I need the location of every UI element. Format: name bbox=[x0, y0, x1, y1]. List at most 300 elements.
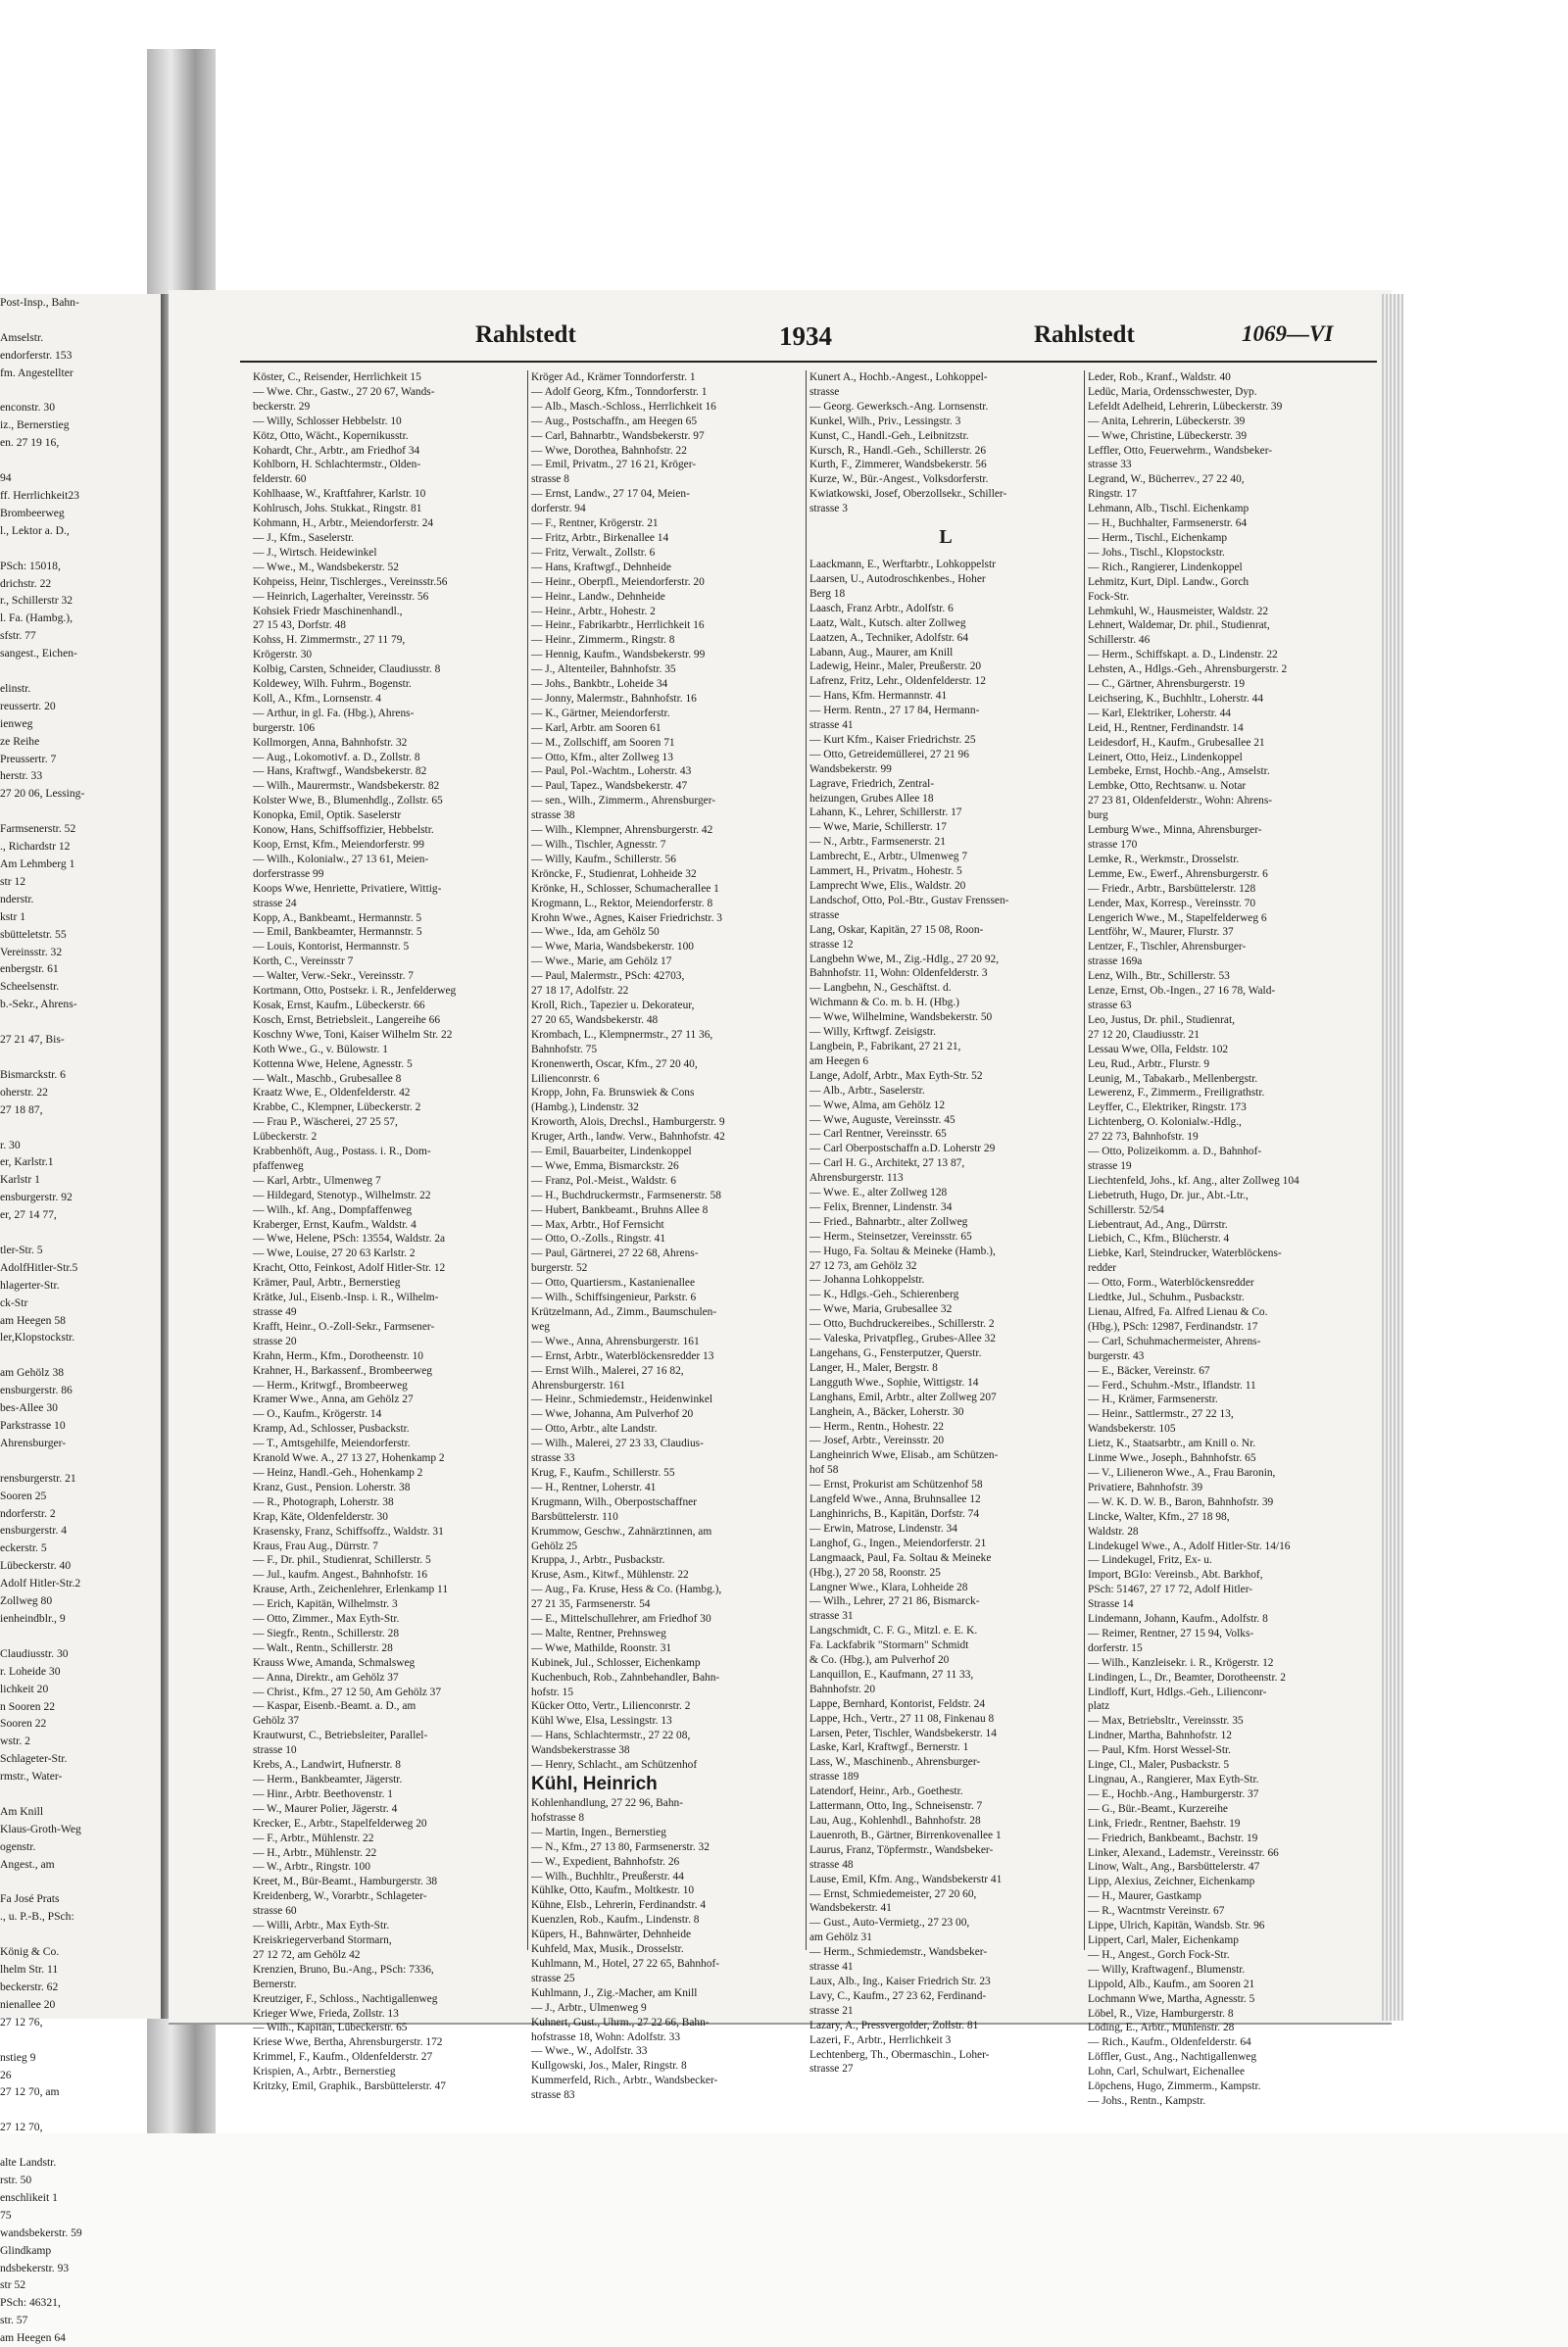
directory-entry: — Frau P., Wäscherei, 27 25 57, bbox=[253, 1116, 398, 1129]
directory-entry: — Heinr., Sattlermstr., 27 22 13, bbox=[1088, 1408, 1234, 1421]
directory-entry: — Paul, Tapez., Wandsbekerstr. 47 bbox=[531, 780, 688, 793]
directory-entry: — Heinr., Oberpfl., Meiendorferstr. 20 bbox=[531, 575, 705, 588]
directory-entry: Krebs, A., Landwirt, Hufnerstr. 8 bbox=[253, 1759, 401, 1772]
left-page-line: endorferstr. 153 bbox=[0, 348, 73, 362]
directory-entry: Kursch, R., Handl.-Geh., Schillerstr. 26 bbox=[809, 444, 987, 457]
directory-entry: Ahrensburgerstr. 161 bbox=[531, 1379, 625, 1392]
directory-entry: Laasch, Franz Arbtr., Adolfstr. 6 bbox=[809, 602, 954, 614]
directory-entry: Krahner, H., Barkassenf., Brombeerweg bbox=[253, 1364, 432, 1377]
directory-entry: Latendorf, Heinr., Arb., Goethestr. bbox=[809, 1785, 963, 1798]
directory-entry: Krögerstr. 30 bbox=[253, 649, 313, 661]
left-page-line: 27 18 87, bbox=[0, 1102, 43, 1116]
directory-entry: — Hans, Kfm. Hermannstr. 41 bbox=[809, 690, 948, 703]
left-page-line: str. 57 bbox=[0, 2314, 28, 2327]
left-page-line: Karlstr 1 bbox=[0, 1173, 40, 1187]
left-page-line bbox=[0, 803, 161, 820]
directory-entry: Liebke, Karl, Steindrucker, Waterblöckens- bbox=[1088, 1247, 1282, 1260]
left-page-line: 75 bbox=[0, 2208, 12, 2222]
directory-entry: Kwiatkowski, Josef, Oberzollsekr., Schiller- bbox=[809, 488, 1007, 501]
directory-entry: Kohlhaase, W., Kraftfahrer, Karlstr. 10 bbox=[253, 488, 426, 501]
left-page-line: er, 27 14 77, bbox=[0, 1208, 57, 1222]
directory-entry: Kühl Wwe, Elsa, Lessingstr. 13 bbox=[531, 1715, 672, 1728]
directory-entry: Krecker, E., Arbtr., Stapelfelderweg 20 bbox=[253, 1817, 427, 1830]
directory-entry: — K., Hdlgs.-Geh., Schierenberg bbox=[809, 1289, 959, 1301]
directory-entry: — Herm., Steinsetzer, Vereinsstr. 65 bbox=[809, 1230, 972, 1243]
directory-entry: Koldewey, Wilh. Fuhrm., Bogenstr. bbox=[253, 678, 412, 691]
directory-entry: — Karl, Arbtr. am Sooren 61 bbox=[531, 721, 662, 734]
directory-entry: Kropp, John, Fa. Brunswiek & Cons bbox=[531, 1087, 695, 1100]
directory-entry: beckerstr. 29 bbox=[253, 400, 311, 413]
directory-entry: Kunkel, Wilh., Priv., Lessingstr. 3 bbox=[809, 415, 961, 427]
directory-entry: (Hbg.), 27 20 58, Roonstr. 25 bbox=[809, 1566, 941, 1579]
directory-entry: Kriese Wwe, Bertha, Ahrensburgerstr. 172 bbox=[253, 2036, 443, 2049]
directory-entry: — Anna, Direktr., am Gehölz 37 bbox=[253, 1671, 399, 1684]
directory-entry: Langguth Wwe., Sophie, Wittigstr. 14 bbox=[809, 1376, 979, 1389]
left-page-line: ndsbekerstr. 93 bbox=[0, 2261, 70, 2274]
left-page-line: bes-Allee 30 bbox=[0, 1401, 58, 1415]
directory-entry: — Heinr., Fabrikarbtr., Herrlichkeit 16 bbox=[531, 619, 705, 632]
left-page-line: am Heegen 58 bbox=[0, 1313, 66, 1327]
directory-entry: Langmaack, Paul, Fa. Soltau & Meineke bbox=[809, 1551, 992, 1564]
directory-entry: — Otto, O.-Zolls., Ringstr. 41 bbox=[531, 1233, 666, 1246]
directory-entry: Lienau, Alfred, Fa. Alfred Lienau & Co. bbox=[1088, 1306, 1268, 1318]
directory-entry: Kolster Wwe, B., Blumenhdlg., Zollstr. 65 bbox=[253, 795, 443, 807]
directory-entry: — G., Bür.-Beamt., Kurzereihe bbox=[1088, 1802, 1228, 1815]
directory-entry: — W., Arbtr., Ringstr. 100 bbox=[253, 1861, 370, 1874]
directory-entry: Kraatz Wwe, E., Oldenfelderstr. 42 bbox=[253, 1087, 411, 1100]
left-page-line: Farmsenerstr. 52 bbox=[0, 822, 76, 836]
directory-entry: — Wilh., Maurermstr., Wandsbekerstr. 82 bbox=[253, 780, 440, 793]
left-page-line: 27 12 70, bbox=[0, 2121, 43, 2134]
directory-entry: Ladewig, Heinr., Maler, Preußerstr. 20 bbox=[809, 660, 982, 673]
directory-entry: Linow, Walt., Ang., Barsbüttelerstr. 47 bbox=[1088, 1861, 1260, 1874]
directory-entry: Kühlke, Otto, Kaufm., Moltkestr. 10 bbox=[531, 1884, 695, 1897]
directory-entry: — Rich., Rangierer, Lindenkoppel bbox=[1088, 561, 1243, 573]
directory-entry: — Wilh., Kanzleisekr. i. R., Krögerstr. 12 bbox=[1088, 1656, 1274, 1669]
directory-entry: Laackmann, E., Werftarbtr., Lohkoppelstr bbox=[809, 559, 996, 571]
directory-entry: Kottenna Wwe, Helene, Agnesstr. 5 bbox=[253, 1057, 413, 1070]
directory-entry: Privatiere, Bahnhofstr. 39 bbox=[1088, 1481, 1203, 1493]
directory-entry: Wandsbekerstrasse 38 bbox=[531, 1744, 630, 1757]
directory-entry: Kranold Wwe. A., 27 13 27, Hohenkamp 2 bbox=[253, 1452, 445, 1465]
directory-entry: — Johs., Tischl., Klopstockstr. bbox=[1088, 546, 1225, 559]
directory-entry: Küpers, H., Bahnwärter, Dehnheide bbox=[531, 1929, 692, 1941]
directory-entry: — Wwe. E., alter Zollweg 128 bbox=[809, 1187, 948, 1199]
directory-entry: Kramp, Ad., Schlosser, Pusbackstr. bbox=[253, 1423, 410, 1436]
directory-entry: Koth Wwe., G., v. Bülowstr. 1 bbox=[253, 1043, 388, 1055]
left-page-line: wstr. 2 bbox=[0, 1735, 30, 1748]
directory-entry: Kruse, Asm., Kitwf., Mühlenstr. 22 bbox=[531, 1569, 689, 1582]
directory-entry: — Wwe., M., Wandsbekerstr. 52 bbox=[253, 561, 399, 573]
directory-entry: Wichmann & Co. m. b. H. (Hbg.) bbox=[809, 997, 959, 1009]
directory-entry: — Henry, Schlacht., am Schützenhof bbox=[531, 1759, 698, 1772]
directory-entry: — Wwe, Louise, 27 20 63 Karlstr. 2 bbox=[253, 1247, 416, 1260]
left-page-line: r. 30 bbox=[0, 1138, 21, 1151]
directory-entry: Leichsering, K., Buchhltr., Loherstr. 44 bbox=[1088, 692, 1264, 705]
directory-entry: — Lindekugel, Fritz, Ex- u. bbox=[1088, 1554, 1212, 1567]
directory-entry: felderstr. 60 bbox=[253, 473, 307, 486]
directory-entry: — H., Buchhalter, Farmsenerstr. 64 bbox=[1088, 517, 1248, 530]
directory-entry: Kroll, Rich., Tapezier u. Dekorateur, bbox=[531, 999, 695, 1011]
left-page-line: ienweg bbox=[0, 716, 33, 730]
directory-entry: hofstr. 15 bbox=[531, 1686, 574, 1698]
left-page-line: ., u. P.-B., PSch: bbox=[0, 1910, 74, 1924]
directory-entry: Leu, Rud., Arbtr., Flurstr. 9 bbox=[1088, 1057, 1210, 1070]
directory-entry: — Franz, Pol.-Meist., Waldstr. 6 bbox=[531, 1174, 676, 1187]
directory-entry: Langfeld Wwe., Anna, Bruhnsallee 12 bbox=[809, 1493, 981, 1506]
left-page-line: iz., Bernerstieg bbox=[0, 418, 70, 432]
left-page-line: n Sooren 22 bbox=[0, 1699, 56, 1713]
left-page-line: 94 bbox=[0, 471, 12, 485]
left-page-line: Schlageter-Str. bbox=[0, 1752, 68, 1766]
directory-entry: Lanquillon, E., Kaufmann, 27 11 33, bbox=[809, 1668, 974, 1681]
directory-entry: — Louis, Kontorist, Hermannstr. 5 bbox=[253, 941, 410, 953]
directory-entry: strasse 63 bbox=[1088, 999, 1132, 1011]
directory-entry: Krönke, H., Schlosser, Schumacherallee 1 bbox=[531, 882, 719, 895]
directory-entry: — Hildegard, Stenotyp., Wilhelmstr. 22 bbox=[253, 1189, 431, 1201]
directory-entry: — Hugo, Fa. Soltau & Meineke (Hamb.), bbox=[809, 1245, 996, 1257]
directory-entry: — Max, Betriebsltr., Vereinsstr. 35 bbox=[1088, 1715, 1244, 1728]
directory-entry: — Willy, Kaufm., Schillerstr. 56 bbox=[531, 853, 676, 865]
directory-entry: Koop, Ernst, Kfm., Meiendorferstr. 99 bbox=[253, 839, 424, 851]
left-page-line: Preussertr. 7 bbox=[0, 752, 57, 765]
directory-entry: Leidesdorf, H., Kaufm., Grubesallee 21 bbox=[1088, 736, 1265, 749]
directory-entry: — Otto, Getreidemüllerei, 27 21 96 bbox=[809, 748, 969, 760]
directory-entry: — Walter, Verw.-Sekr., Vereinsstr. 7 bbox=[253, 970, 414, 983]
directory-entry: Lappe, Hch., Vertr., 27 11 08, Finkenau 8 bbox=[809, 1712, 995, 1725]
left-page-line bbox=[0, 382, 161, 400]
left-page-line: ., Richardstr 12 bbox=[0, 840, 71, 854]
left-page-line: Sooren 22 bbox=[0, 1717, 47, 1731]
directory-entry: Wandsbekerstr. 99 bbox=[809, 762, 892, 775]
directory-entry: strasse 27 bbox=[809, 2063, 854, 2076]
directory-entry: strasse 169a bbox=[1088, 955, 1143, 968]
directory-entry: — J., Wirtsch. Heidewinkel bbox=[253, 546, 377, 559]
directory-entry: strasse 41 bbox=[809, 719, 854, 732]
left-page-line bbox=[0, 1049, 161, 1066]
directory-entry: Lietz, K., Staatsarbtr., am Knill o. Nr. bbox=[1088, 1438, 1256, 1450]
directory-entry: Langheinrich Wwe, Elisab., am Schützen- bbox=[809, 1449, 999, 1462]
left-page-line: ler,Klopstockstr. bbox=[0, 1331, 75, 1345]
left-page-line: Am Knill bbox=[0, 1804, 44, 1818]
directory-entry: Kummerfeld, Rich., Arbtr., Wandsbecker- bbox=[531, 2075, 718, 2087]
directory-entry: strasse 49 bbox=[253, 1306, 297, 1318]
left-page-line: Claudiusstr. 30 bbox=[0, 1646, 69, 1660]
directory-entry: Kullgowski, Jos., Maler, Ringstr. 8 bbox=[531, 2060, 687, 2073]
directory-entry: — Herm. Rentn., 27 17 84, Hermann- bbox=[809, 705, 980, 717]
directory-entry: Löbel, R., Vize, Hamburgerstr. 8 bbox=[1088, 2007, 1234, 2020]
directory-entry: — sen., Wilh., Zimmerm., Ahrensburger- bbox=[531, 795, 716, 807]
directory-entry: — Wilh., Tischler, Agnesstr. 7 bbox=[531, 839, 666, 851]
directory-entry: weg bbox=[531, 1320, 550, 1333]
directory-entry: Koops Wwe, Henriette, Privatiere, Wittig- bbox=[253, 882, 442, 895]
directory-entry: Kronenwerth, Oscar, Kfm., 27 20 40, bbox=[531, 1057, 698, 1070]
directory-entry: — Herm., Schmiedemstr., Wandsbeker- bbox=[809, 1946, 988, 1959]
left-page-line: Parkstrasse 10 bbox=[0, 1419, 66, 1432]
directory-entry: strasse 38 bbox=[531, 809, 575, 822]
directory-entry: Lenz, Wilh., Btr., Schillerstr. 53 bbox=[1088, 970, 1230, 983]
directory-column-1 bbox=[253, 370, 525, 2093]
directory-entry: Kraus, Frau Aug., Dürrstr. 7 bbox=[253, 1540, 378, 1552]
directory-entry: 27 12 72, am Gehölz 42 bbox=[253, 1948, 361, 1961]
directory-entry: Lincke, Walter, Kfm., 27 18 98, bbox=[1088, 1510, 1230, 1523]
directory-entry: — J., Kfm., Saselerstr. bbox=[253, 531, 355, 544]
directory-entry: — H., Angest., Gorch Fock-Str. bbox=[1088, 1948, 1230, 1961]
directory-entry: — Valeska, Privatpfleg., Grubes-Allee 32 bbox=[809, 1333, 996, 1345]
directory-entry: — Ernst Wilh., Malerei, 27 16 82, bbox=[531, 1364, 684, 1377]
directory-entry: hofstrasse 18, Wohn: Adolfstr. 33 bbox=[531, 2030, 681, 2043]
directory-entry: Strasse 14 bbox=[1088, 1598, 1134, 1611]
directory-entry: — Walt., Rentn., Schillerstr. 28 bbox=[253, 1641, 393, 1654]
directory-entry: — Johanna Lohkoppelstr. bbox=[809, 1274, 925, 1287]
left-page-line: Post-Insp., Bahn- bbox=[0, 296, 79, 309]
directory-entry: Krimmel, F., Kaufm., Oldenfelderstr. 27 bbox=[253, 2051, 433, 2064]
left-page-line: tler-Str. 5 bbox=[0, 1243, 43, 1256]
directory-entry: — Emil, Bankbeamter, Hermannstr. 5 bbox=[253, 926, 422, 939]
directory-entry: Kunert A., Hochb.-Angest., Lohkoppel- bbox=[809, 371, 988, 383]
left-page-line: ze Reihe bbox=[0, 734, 40, 748]
directory-entry: — Hubert, Bankbeamt., Bruhns Allee 8 bbox=[531, 1203, 709, 1216]
directory-entry: Löffler, Gust., Ang., Nachtigallenweg bbox=[1088, 2051, 1257, 2064]
directory-entry: — J., Arbtr., Ulmenweg 9 bbox=[531, 2001, 647, 2014]
header-rule bbox=[240, 361, 1377, 363]
directory-entry: — Herm., Bankbeamter, Jägerstr. bbox=[253, 1774, 403, 1785]
directory-entry: 27 20 65, Wandsbekerstr. 48 bbox=[531, 1013, 659, 1026]
directory-entry: Lau, Aug., Kohlenhdl., Bahnhofstr. 28 bbox=[809, 1815, 981, 1827]
directory-entry: Krause, Arth., Zeichenlehrer, Erlenkamp 11 bbox=[253, 1584, 449, 1596]
directory-entry: Lübeckerstr. 2 bbox=[253, 1131, 318, 1144]
directory-entry: Leid, H., Rentner, Ferdinandstr. 14 bbox=[1088, 721, 1244, 734]
directory-entry: Kolbig, Carsten, Schneider, Claudiusstr. 8 bbox=[253, 663, 441, 676]
directory-entry: Liebentraut, Ad., Ang., Dürrstr. bbox=[1088, 1218, 1228, 1231]
directory-entry: Lammert, H., Privatm., Hohestr. 5 bbox=[809, 865, 962, 878]
directory-entry: Kohlenhandlung, 27 22 96, Bahn- bbox=[531, 1797, 684, 1809]
directory-entry: Lamprecht Wwe, Elis., Waldstr. 20 bbox=[809, 880, 966, 892]
left-page-line: 27 20 06, Lessing- bbox=[0, 787, 85, 801]
directory-entry: Lause, Emil, Kfm. Ang., Wandsbekerstr 41 bbox=[809, 1873, 1003, 1885]
left-page-line: drichstr. 22 bbox=[0, 576, 52, 590]
directory-entry: Kröger Ad., Krämer Tonndorferstr. 1 bbox=[531, 371, 696, 383]
directory-entry: Kreiskriegerverband Stormarn, bbox=[253, 1933, 392, 1946]
directory-entry: Kunst, C., Handl.-Geh., Leibnitzstr. bbox=[809, 429, 969, 442]
directory-entry: — Wwe, Johanna, Am Pulverhof 20 bbox=[531, 1408, 694, 1421]
directory-entry: — Paul, Kfm. Horst Wessel-Str. bbox=[1088, 1744, 1231, 1757]
left-page-line: str 52 bbox=[0, 2278, 26, 2292]
directory-entry: — J., Altenteiler, Bahnhofstr. 35 bbox=[531, 663, 676, 676]
left-page-line: Scheelsenstr. bbox=[0, 980, 60, 994]
directory-entry: — T., Amtsgehilfe, Meiendorferstr. bbox=[253, 1438, 411, 1450]
directory-entry: pfaffenweg bbox=[253, 1159, 304, 1172]
directory-entry: Kurth, F., Zimmerer, Wandsbekerstr. 56 bbox=[809, 459, 987, 471]
directory-entry: Krauss Wwe, Amanda, Schmalsweg bbox=[253, 1656, 416, 1669]
directory-entry: — Aug., Postschaffn., am Heegen 65 bbox=[531, 415, 698, 427]
directory-entry: Lazary, A., Pressvergolder, Zollstr. 81 bbox=[809, 2019, 979, 2031]
directory-entry: — Walt., Maschb., Grubesallee 8 bbox=[253, 1072, 402, 1085]
directory-entry: Leo, Justus, Dr. phil., Studienrat, bbox=[1088, 1013, 1235, 1026]
directory-entry: — Wilh., Malerei, 27 23 33, Claudius- bbox=[531, 1438, 704, 1450]
directory-entry: Lembeke, Ernst, Hochb.-Ang., Amselstr. bbox=[1088, 765, 1270, 778]
directory-entry: — Fried., Bahnarbtr., alter Zollweg bbox=[809, 1215, 968, 1228]
directory-entry: — Wilh., Schiffsingenieur, Parkstr. 6 bbox=[531, 1292, 697, 1304]
left-page-line: König & Co. bbox=[0, 1945, 60, 1959]
left-page-line: ogenstr. bbox=[0, 1839, 36, 1853]
directory-entry: — Wwe, Auguste, Vereinsstr. 45 bbox=[809, 1113, 956, 1126]
directory-entry: — Alb., Arbtr., Saselerstr. bbox=[809, 1084, 925, 1097]
left-page-line: 26 bbox=[0, 2068, 12, 2081]
left-page-line bbox=[0, 662, 161, 680]
directory-entry: Kuchenbuch, Rob., Zahnbehandler, Bahn- bbox=[531, 1671, 720, 1684]
directory-entry: Waldstr. 28 bbox=[1088, 1525, 1139, 1538]
left-page-line: ndorferstr. 2 bbox=[0, 1506, 56, 1520]
directory-entry: & Co. (Hbg.), am Pulverhof 20 bbox=[809, 1654, 950, 1667]
directory-entry: Lagrave, Friedrich, Zentral- bbox=[809, 777, 935, 790]
directory-entry: Lehmann, Alb., Tischl. Eichenkamp bbox=[1088, 503, 1250, 515]
directory-entry: — Aug., Lokomotivf. a. D., Zollstr. 8 bbox=[253, 751, 420, 763]
directory-entry: — Ernst, Schmiedemeister, 27 20 60, bbox=[809, 1887, 977, 1900]
column-divider bbox=[806, 370, 807, 1950]
directory-entry: Krummow, Geschw., Zahnärztinnen, am bbox=[531, 1525, 712, 1538]
left-page-line: enschlikeit 1 bbox=[0, 2190, 58, 2204]
left-page-line: l. Fa. (Hambg.), bbox=[0, 611, 74, 625]
left-page-line: Am Lehmberg 1 bbox=[0, 857, 75, 870]
left-page-line: lhelm Str. 11 bbox=[0, 1963, 59, 1977]
directory-entry: — Kaspar, Eisenb.-Beamt. a. D., am bbox=[253, 1700, 416, 1713]
left-page-line bbox=[0, 312, 161, 329]
directory-entry: Langner Wwe., Klara, Lohheide 28 bbox=[809, 1581, 968, 1593]
left-page-line: Amselstr. bbox=[0, 330, 44, 344]
directory-entry: Leffler, Otto, Feuerwehrm., Wandsbeker- bbox=[1088, 444, 1273, 457]
directory-advert-entry: Kühl, Heinrich bbox=[531, 1774, 658, 1794]
directory-entry: — Carl, Bahnarbtr., Wandsbekerstr. 97 bbox=[531, 429, 705, 442]
directory-entry: am Gehölz 31 bbox=[809, 1931, 872, 1944]
directory-entry: — H., Arbtr., Mühlenstr. 22 bbox=[253, 1846, 377, 1859]
directory-entry: Lipp, Alexius, Zeichner, Eichenkamp bbox=[1088, 1876, 1255, 1888]
directory-entry: Leinert, Otto, Heiz., Lindenkoppel bbox=[1088, 751, 1243, 763]
directory-entry: Konow, Hans, Schiffsoffizier, Hebbelstr. bbox=[253, 824, 434, 837]
directory-entry: Lange, Adolf, Arbtr., Max Eyth-Str. 52 bbox=[809, 1069, 983, 1082]
directory-entry: — E., Mittelschullehrer, am Friedhof 30 bbox=[531, 1613, 711, 1626]
directory-entry: Lender, Max, Korresp., Vereinsstr. 70 bbox=[1088, 897, 1256, 909]
directory-entry: — Paul, Malermstr., PSch: 42703, bbox=[531, 970, 685, 983]
directory-entry: — Heinr., Arbtr., Hohestr. 2 bbox=[531, 605, 656, 617]
directory-entry: Bahnhofstr. 11, Wohn: Oldenfelderstr. 3 bbox=[809, 967, 988, 980]
column-divider bbox=[1084, 370, 1085, 1950]
left-page-line: PSch: 15018, bbox=[0, 559, 61, 572]
directory-entry: Laatzen, A., Techniker, Adolfstr. 64 bbox=[809, 631, 969, 644]
directory-entry: Lochmann Wwe, Martha, Agnesstr. 5 bbox=[1088, 1992, 1255, 2005]
left-page-line: Zollweg 80 bbox=[0, 1594, 53, 1608]
directory-entry: redder bbox=[1088, 1262, 1117, 1275]
left-page-line: eckerstr. 5 bbox=[0, 1541, 47, 1555]
directory-entry: Lemme, Ew., Ewerf., Ahrensburgerstr. 6 bbox=[1088, 867, 1268, 880]
directory-entry: Larsen, Peter, Tischler, Wandsbekerstr. 14 bbox=[809, 1727, 997, 1739]
directory-entry: — Felix, Brenner, Lindenstr. 34 bbox=[809, 1200, 953, 1213]
directory-entry: strasse 20 bbox=[253, 1335, 297, 1347]
directory-entry: — Willy, Kraftwagenf., Blumenstr. bbox=[1088, 1963, 1246, 1976]
directory-entry: — Otto, Buchdruckereibes., Schillerstr. 2 bbox=[809, 1318, 995, 1331]
directory-entry: strasse 24 bbox=[253, 897, 297, 909]
directory-column-2 bbox=[531, 370, 804, 2102]
directory-entry: — Jul., kaufm. Angest., Bahnhofstr. 16 bbox=[253, 1569, 428, 1582]
directory-entry: Linker, Alexand., Lademstr., Vereinsstr. 66 bbox=[1088, 1846, 1279, 1859]
directory-entry: dorferstrasse 99 bbox=[253, 867, 324, 880]
left-page-line: enconstr. 30 bbox=[0, 401, 56, 415]
directory-entry: Gehölz 25 bbox=[531, 1540, 578, 1552]
directory-entry: Langer, H., Maler, Bergstr. 8 bbox=[809, 1361, 938, 1374]
directory-entry: — R., Photograph, Loherstr. 38 bbox=[253, 1495, 394, 1508]
left-page-line: l., Lektor a. D., bbox=[0, 523, 70, 537]
directory-entry: — Wwe, Dorothea, Bahnhofstr. 22 bbox=[531, 444, 687, 457]
directory-entry: Lembke, Otto, Rechtsanw. u. Notar bbox=[1088, 780, 1247, 793]
directory-entry: strasse bbox=[809, 908, 840, 921]
directory-entry: Linme Wwe., Joseph., Bahnhofstr. 65 bbox=[1088, 1452, 1256, 1465]
directory-entry: — W., Expedient, Bahnhofstr. 26 bbox=[531, 1855, 680, 1868]
directory-entry: Lazeri, F., Arbtr., Herrlichkeit 3 bbox=[809, 2033, 952, 2046]
directory-entry: Barsbüttelerstr. 110 bbox=[531, 1510, 618, 1523]
directory-entry: Laurus, Franz, Töpfermstr., Wandsbeker- bbox=[809, 1843, 994, 1856]
directory-entry: hof 58 bbox=[809, 1464, 839, 1477]
directory-entry: Lindner, Martha, Bahnhofstr. 12 bbox=[1088, 1730, 1232, 1742]
directory-entry: Liechtenfeld, Johs., kf. Ang., alter Zollweg 104 bbox=[1088, 1174, 1299, 1187]
directory-entry: Krug, F., Kaufm., Schillerstr. 55 bbox=[531, 1466, 675, 1479]
left-page-line: Vereinsstr. 32 bbox=[0, 945, 63, 958]
directory-entry: Kohlrusch, Johs. Stukkat., Ringstr. 81 bbox=[253, 503, 422, 515]
left-page-line: b.-Sekr., Ahrens- bbox=[0, 998, 77, 1011]
left-page-line: 27 12 76, bbox=[0, 2015, 43, 2029]
directory-entry: burgerstr. 106 bbox=[253, 721, 316, 734]
directory-entry: — Martin, Ingen., Bernerstieg bbox=[531, 1826, 666, 1838]
directory-entry: — Wwe., W., Adolfstr. 33 bbox=[531, 2045, 648, 2058]
page-gutter bbox=[161, 294, 169, 2019]
directory-entry: Labann, Aug., Maurer, am Knill bbox=[809, 646, 954, 659]
directory-entry: Lehnert, Waldemar, Dr. phil., Studienrat, bbox=[1088, 619, 1270, 632]
directory-entry: Lohn, Carl, Schulwart, Eichenallee bbox=[1088, 2066, 1246, 2078]
left-page-line bbox=[0, 2136, 161, 2154]
directory-entry: Lengerich Wwe., M., Stapelfelderweg 6 bbox=[1088, 911, 1267, 924]
directory-entry: Lemke, R., Werkmstr., Drosselstr. bbox=[1088, 853, 1240, 865]
directory-entry: — Heinz, Handl.-Geh., Hohenkamp 2 bbox=[253, 1466, 423, 1479]
directory-entry: Krafft, Heinr., O.-Zoll-Sekr., Farmsener- bbox=[253, 1320, 435, 1333]
directory-entry: — Karl, Arbtr., Ulmenweg 7 bbox=[253, 1174, 381, 1187]
directory-entry: Lavy, C., Kaufm., 27 23 62, Ferdinand- bbox=[809, 1989, 987, 2002]
directory-entry: — K., Gärtner, Meiendorferstr. bbox=[531, 707, 670, 719]
directory-entry: strasse 25 bbox=[531, 1972, 575, 1984]
directory-entry: Kurze, W., Bür.-Angest., Volksdorferstr. bbox=[809, 473, 989, 486]
directory-entry: strasse 8 bbox=[531, 473, 569, 486]
left-page-line bbox=[0, 540, 161, 558]
directory-entry: Leunig, M., Tabakarb., Mellenbergstr. bbox=[1088, 1072, 1258, 1085]
directory-entry: — Ernst, Landw., 27 17 04, Meien- bbox=[531, 488, 690, 501]
directory-entry: — R., Wacntmstr Vereinstr. 67 bbox=[1088, 1905, 1225, 1918]
directory-entry: strasse 83 bbox=[531, 2089, 575, 2102]
directory-entry: Lindekugel Wwe., A., Adolf Hitler-Str. 14/16 bbox=[1088, 1540, 1291, 1552]
directory-entry: Krämer, Paul, Arbtr., Bernerstieg bbox=[253, 1277, 401, 1290]
directory-entry: Fa. Lackfabrik "Stormarn" Schmidt bbox=[809, 1639, 969, 1652]
directory-entry: — Reimer, Rentner, 27 15 94, Volks- bbox=[1088, 1627, 1254, 1639]
directory-entry: Löpchens, Hugo, Zimmerm., Kampstr. bbox=[1088, 2080, 1261, 2093]
directory-entry: strasse 48 bbox=[809, 1858, 854, 1871]
directory-entry: — Wwe., Anna, Ahrensburgerstr. 161 bbox=[531, 1335, 700, 1347]
directory-entry: — Ernst, Arbtr., Waterblöckensredder 13 bbox=[531, 1349, 714, 1362]
header-year: 1934 bbox=[779, 321, 832, 351]
directory-entry: — E., Hochb.-Ang., Hamburgerstr. 37 bbox=[1088, 1787, 1259, 1800]
directory-column-4 bbox=[1088, 370, 1372, 2107]
directory-entry: Liebich, C., Kfm., Blücherstr. 4 bbox=[1088, 1233, 1230, 1246]
directory-entry: — Carl Oberpostschaffn a.D. Loherstr 29 bbox=[809, 1143, 996, 1155]
directory-entry: Lindloff, Kurt, Hdlgs.-Geh., Lilienconr- bbox=[1088, 1686, 1267, 1698]
directory-entry: Köster, C., Reisender, Herrlichkeit 15 bbox=[253, 371, 421, 383]
directory-entry: — Willy, Krftwgf. Zeisigstr. bbox=[809, 1026, 936, 1039]
